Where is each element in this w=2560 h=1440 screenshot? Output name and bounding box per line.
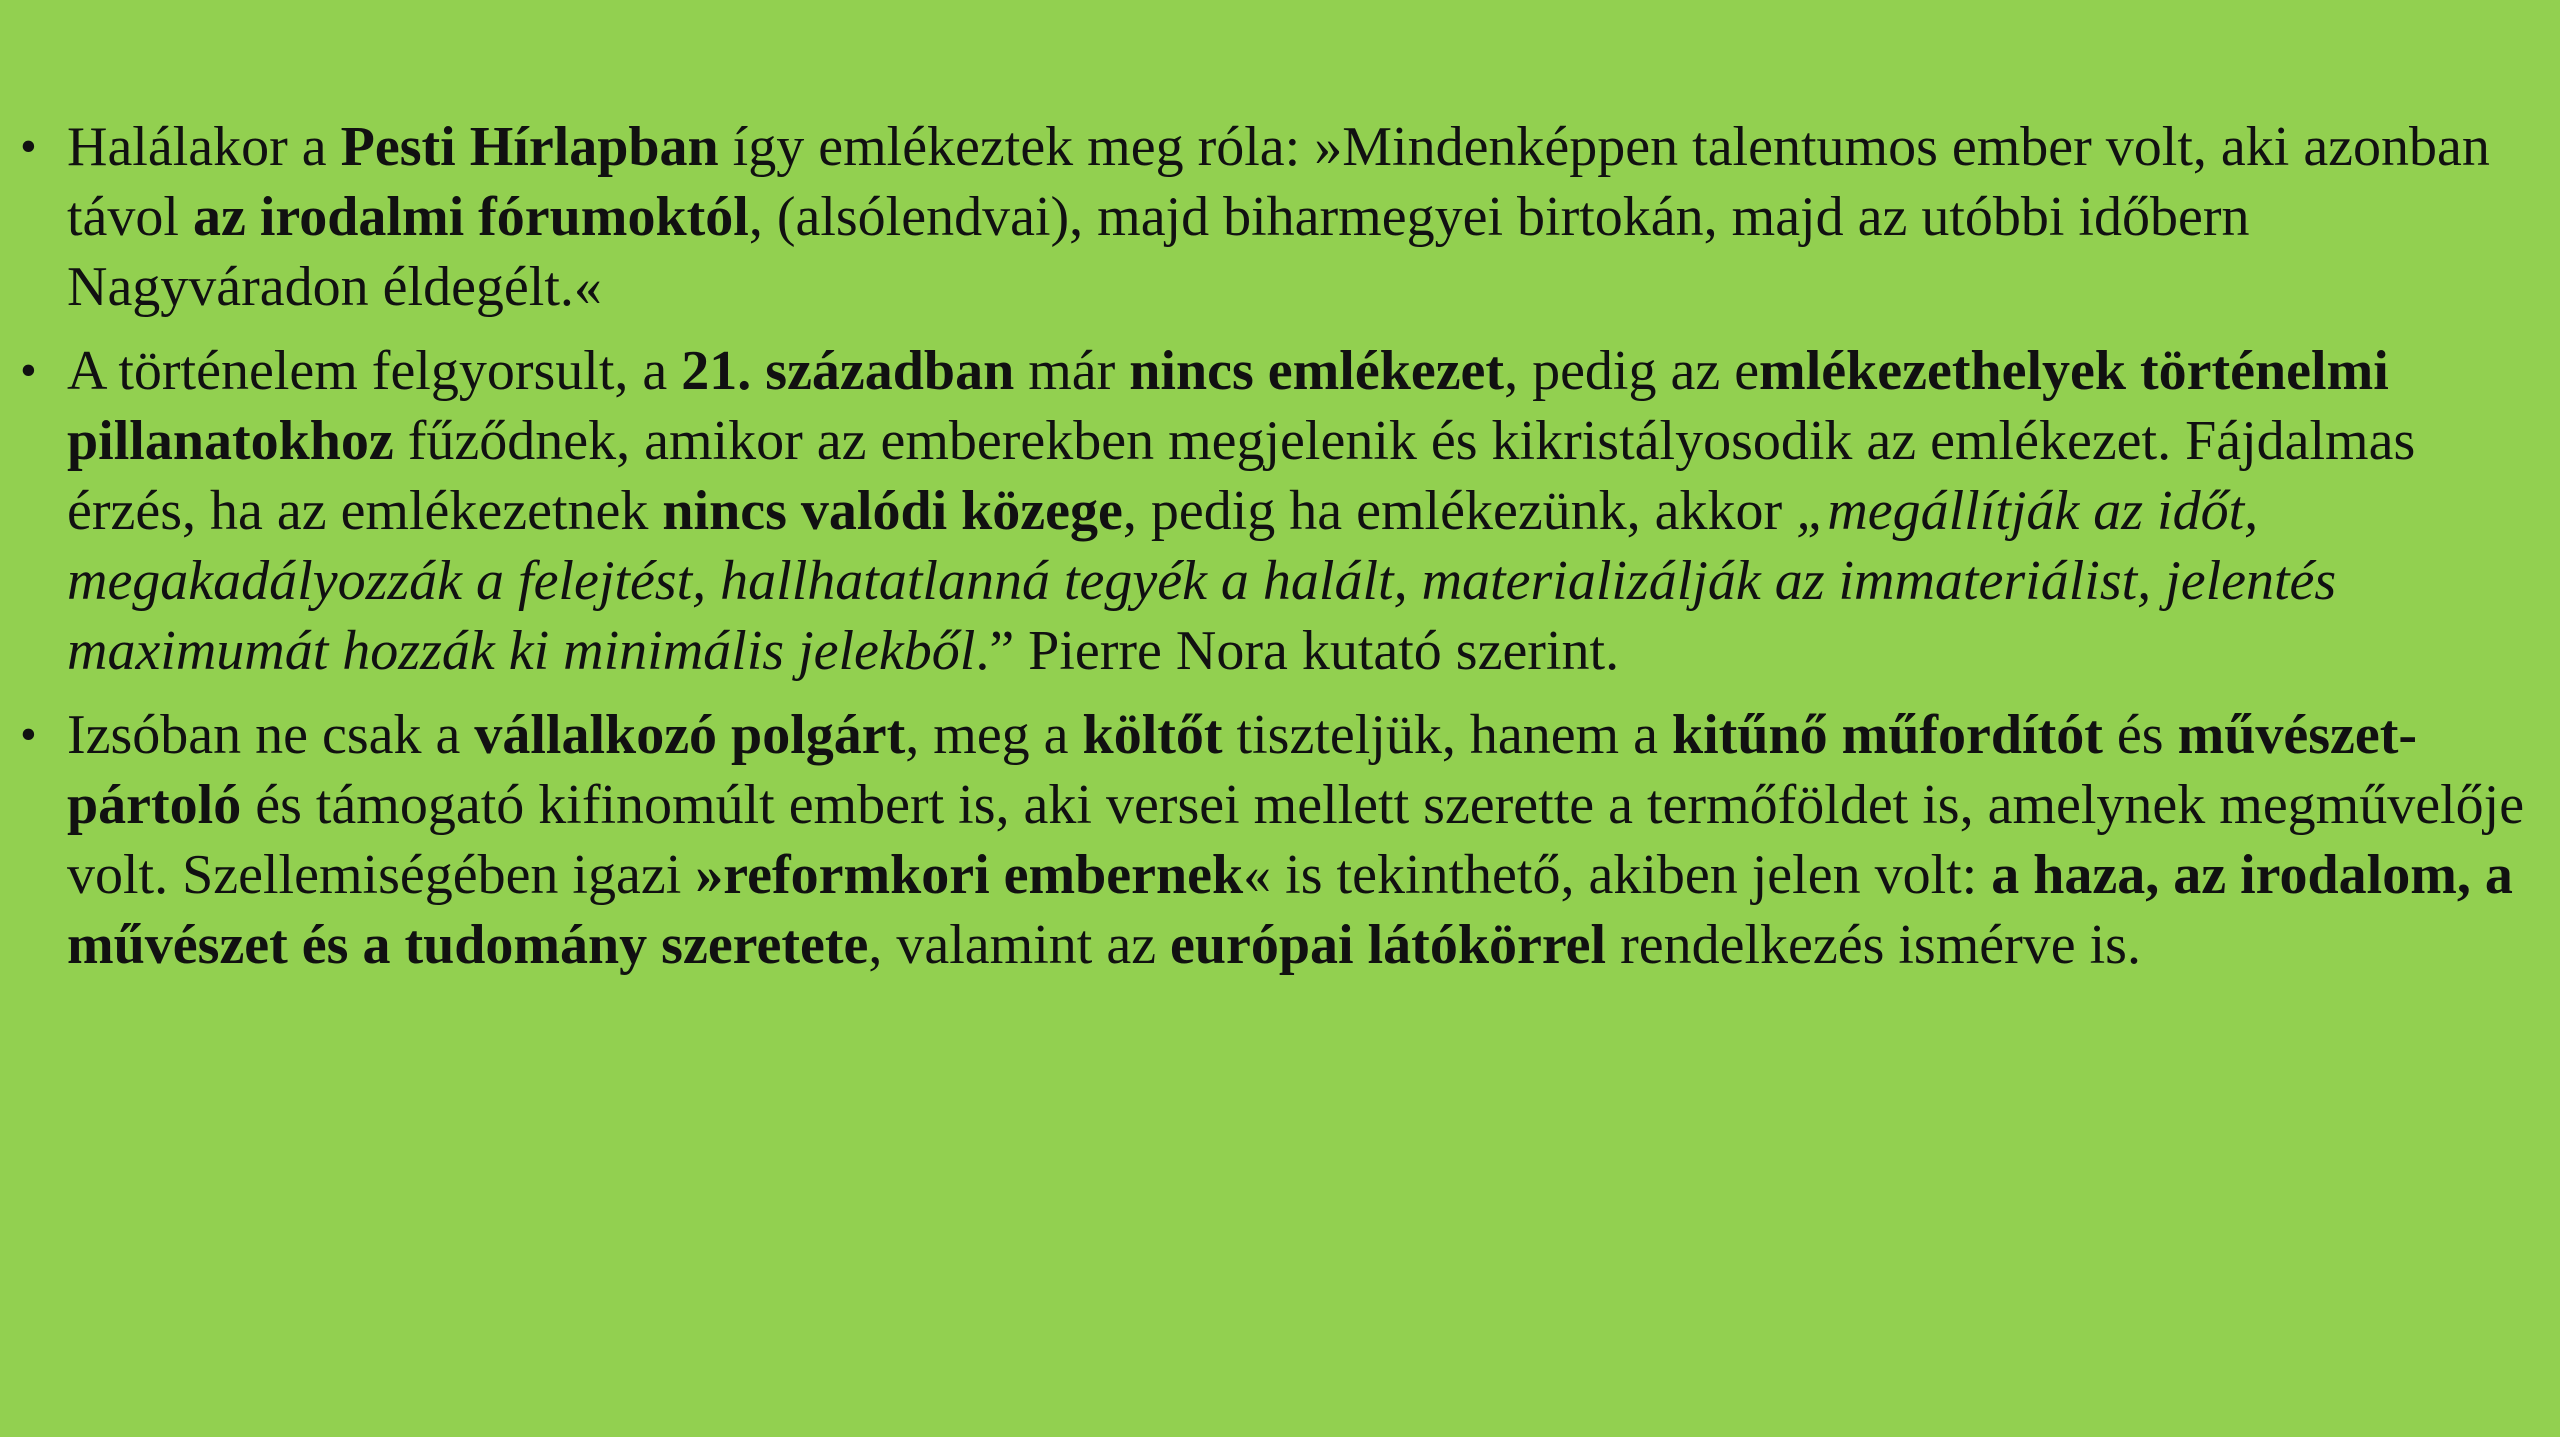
text-segment: , (alsólendvai), majd biharmegyei birtokán, majd az utóbbi időbern Nagyváradon éldegélt.« (67, 186, 2250, 318)
bold-text-segment: nincs valódi közege (662, 480, 1123, 542)
text-segment: már (1014, 340, 1130, 402)
bold-text-segment: a haza, az irodalom, a művészet és a tudomány szeretete (67, 844, 2513, 976)
bold-text-segment: művészet-pártoló (67, 704, 2418, 836)
bold-text-segment: kitűnő műfordítót (1671, 704, 2103, 766)
bullet-item (20, 336, 2540, 686)
bold-text-segment: európai látókörrel (1170, 914, 1607, 976)
bold-text-segment: Pesti Hírlapban (340, 116, 719, 178)
text-segment: rendelkezés ismérve is. (1606, 914, 2141, 976)
text-segment: és támogató kifinomúlt embert is, aki versei mellett szerette a termőföldet is, amelynek megművelője volt. Szellemiségében igazi (67, 774, 2525, 906)
bold-text-segment: mlékezethelyek történelmi pillanatokhoz (67, 340, 2389, 472)
text-segment: tiszteljük, hanem a (1222, 704, 1672, 766)
text-segment: fűződnek, amikor az emberekben megjelenik és kikristályosodik az emlékezet. Fájdalmas érzés, ha az emlékezetnek (67, 410, 2416, 542)
bold-text-segment: nincs emlékezet (1129, 340, 1505, 402)
bold-text-segment: »reformkori embernek (695, 844, 1244, 906)
text-segment: .” Pierre Nora kutató szerint. (975, 620, 1620, 682)
text-segment: így emlékeztek meg róla: »Mindenképpen talentumos ember volt, aki azonban távol (67, 116, 2490, 248)
bold-text-segment: az irodalmi fórumoktól (192, 186, 749, 248)
bullet-list (20, 112, 2540, 994)
text-segment: Izsóban ne csak a (67, 704, 475, 766)
text-segment: , meg a (905, 704, 1083, 766)
text-segment: A történelem felgyorsult, a (67, 340, 682, 402)
bold-text-segment: 21. században (681, 340, 1015, 402)
text-segment: , pedig az e (1504, 340, 1760, 402)
bold-text-segment: vállalkozó polgárt (474, 704, 906, 766)
text-segment: , valamint az (868, 914, 1171, 976)
text-segment: Halálakor a (67, 116, 341, 178)
bold-text-segment: költőt (1082, 704, 1223, 766)
bullet-item (20, 112, 2540, 322)
italic-text-segment: „megállítják az időt, megakadályozzák a felejtést, hallhatatlanná tegyék a halált, materializálják az immateriálist, jelentés maximumát hozzák ki minimális jelekből (67, 480, 2337, 682)
text-segment: , pedig ha emlékezünk, akkor (1122, 480, 1797, 542)
text-segment: és (2102, 704, 2178, 766)
text-segment: « is tekinthető, akiben jelen volt: (1243, 844, 1992, 906)
bullet-item (20, 700, 2540, 980)
